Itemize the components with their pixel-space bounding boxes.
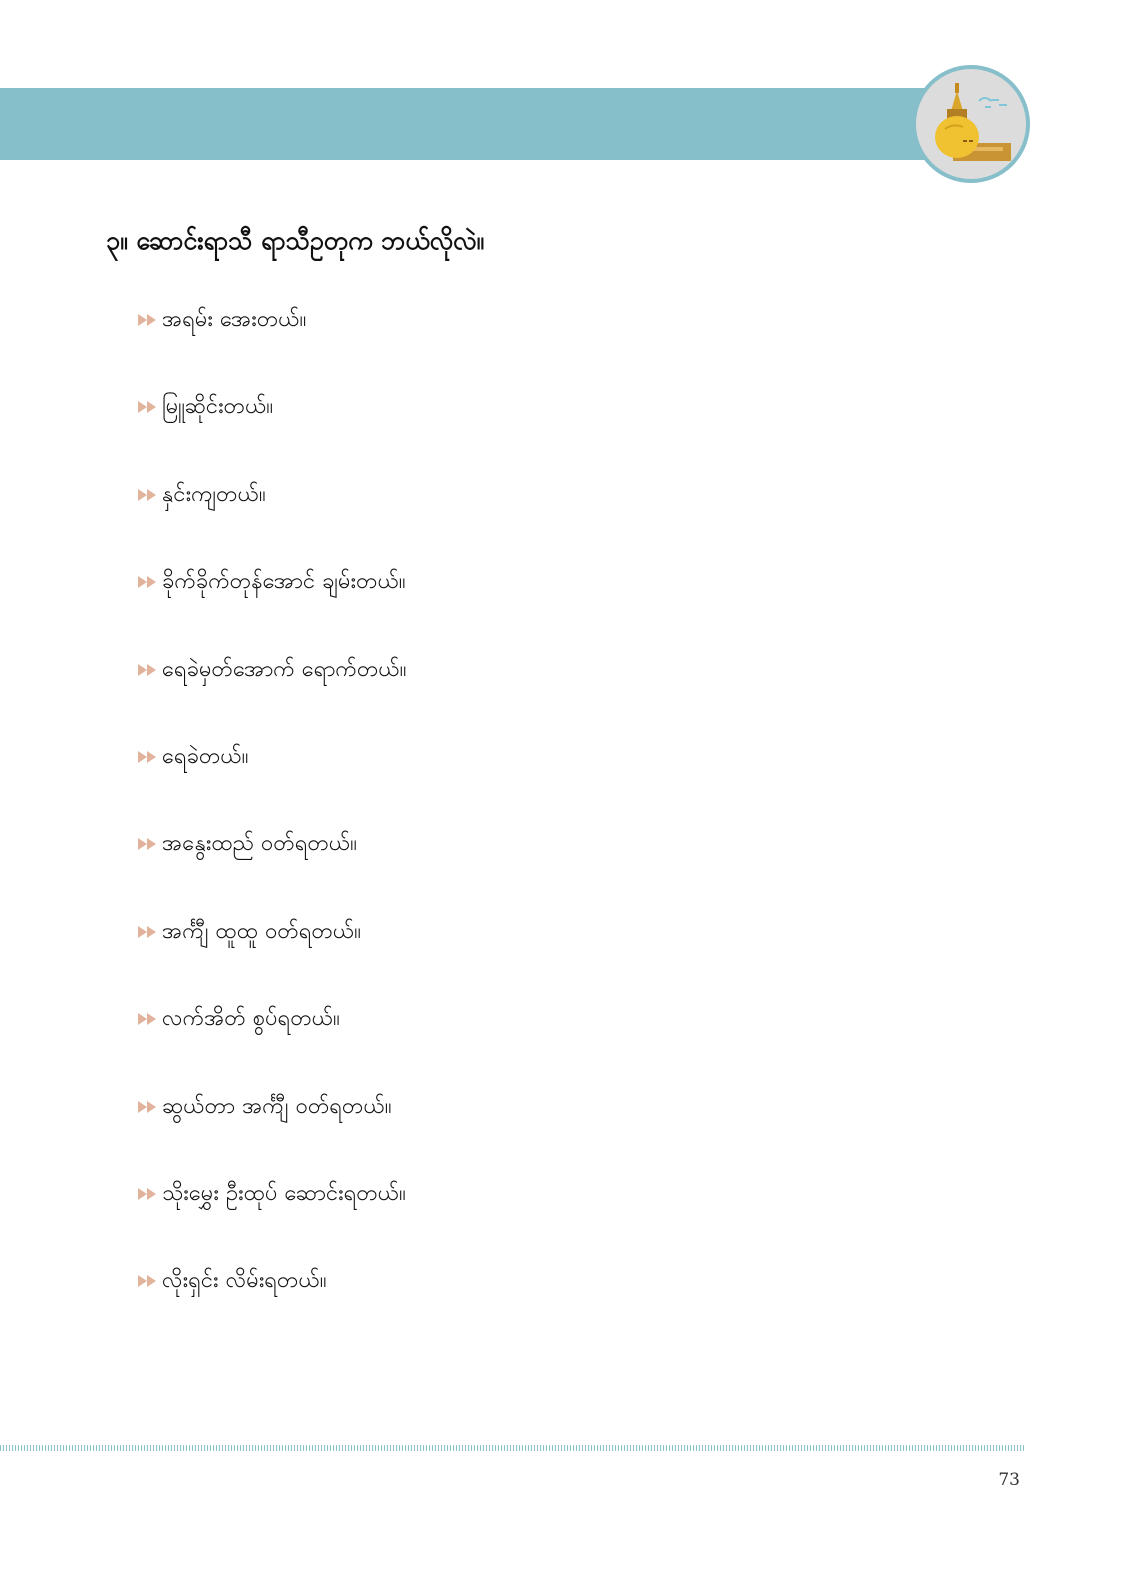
list-item <box>138 650 406 737</box>
footer-divider <box>0 1445 1026 1451</box>
double-triangle-icon <box>138 650 162 690</box>
double-triangle-icon <box>138 562 162 602</box>
double-triangle-icon <box>138 1261 162 1301</box>
list-item-label: အင်္ကျီ ထူထူ ဝတ်ရတယ်။ <box>162 918 361 944</box>
list-item-label: ခိုက်ခိုက်တုန်အောင် ချမ်းတယ်။ <box>162 569 406 595</box>
double-triangle-icon <box>138 824 162 864</box>
list-item-label: အနွေးထည် ဝတ်ရတယ်။ <box>162 831 357 857</box>
double-triangle-icon <box>138 1174 162 1214</box>
list-item <box>138 824 406 911</box>
list-item <box>138 387 406 474</box>
list-item <box>138 737 406 824</box>
list-item-label: ရေခဲမှတ်အောက် ရောက်တယ်။ <box>162 656 407 682</box>
list-item <box>138 562 406 649</box>
bullet-list <box>138 300 406 1349</box>
list-item <box>138 1087 406 1174</box>
list-item <box>138 999 406 1086</box>
double-triangle-icon <box>138 300 162 340</box>
pagoda-emblem-icon <box>911 63 1031 185</box>
list-item-label: လိုးရှင်း လိမ်းရတယ်။ <box>162 1268 327 1294</box>
list-item <box>138 475 406 562</box>
list-item-label: အရမ်း အေးတယ်။ <box>162 307 307 332</box>
header-band <box>0 88 935 160</box>
list-item <box>138 300 406 387</box>
double-triangle-icon <box>138 912 162 952</box>
list-item-label: ဆွယ်တာ အင်္ကျီ ဝတ်ရတယ်။ <box>162 1093 392 1119</box>
list-item <box>138 1174 406 1261</box>
double-triangle-icon <box>138 999 162 1039</box>
list-item-label: သိုးမွှေး ဦးထုပ် ဆောင်းရတယ်။ <box>162 1180 406 1206</box>
double-triangle-icon <box>138 1087 162 1127</box>
list-item-label: မြူဆိုင်းတယ်။ <box>162 394 274 420</box>
list-item-label: လက်အိတ် စွပ်ရတယ်။ <box>162 1006 340 1032</box>
double-triangle-icon <box>138 737 162 777</box>
list-item <box>138 1261 406 1348</box>
list-item <box>138 912 406 999</box>
page-number: 73 <box>998 1470 1020 1490</box>
double-triangle-icon <box>138 475 162 515</box>
section-title: ၃။ ဆောင်းရာသီ ရာသီဥတုက ဘယ်လိုလဲ။ <box>106 226 485 255</box>
list-item-label: ရေခဲတယ်။ <box>162 743 249 769</box>
list-item-label: နှင်းကျတယ်။ <box>162 481 266 507</box>
double-triangle-icon <box>138 387 162 427</box>
